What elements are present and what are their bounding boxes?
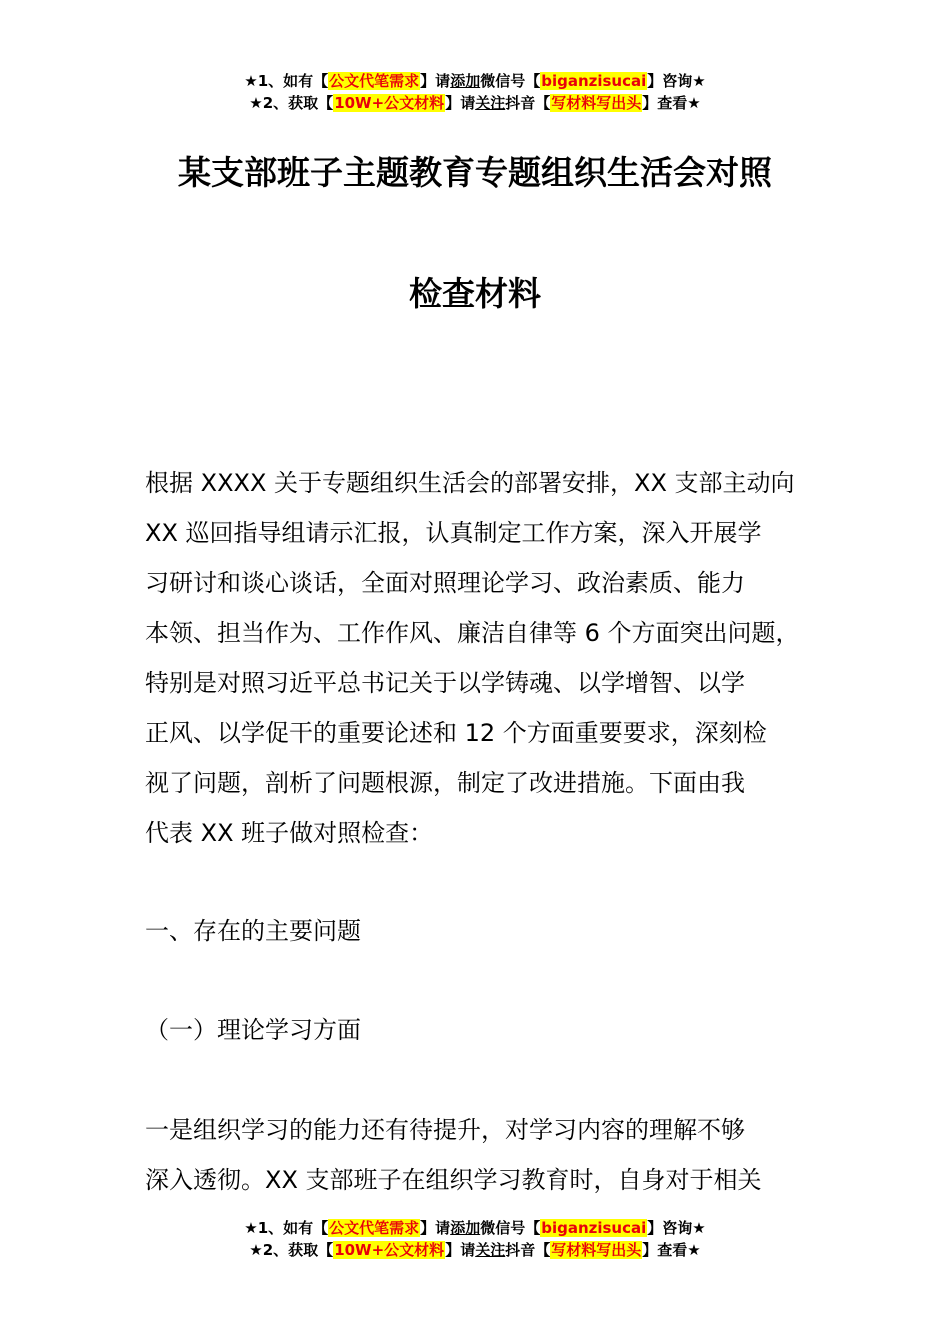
banner-line-2: ★2、获取【10W+公文材料】请关注抖音【写材料写出头】查看★ <box>249 1241 701 1259</box>
highlight-douyin: 写材料写出头 <box>551 1241 642 1259</box>
footer-banner <box>0 1217 950 1261</box>
banner-line-1: ★1、如有【公文代笔需求】请添加微信号【biganzisucai】咨询★ <box>244 72 706 90</box>
paragraph-line: 本领、担当作为、工作作风、廉洁自律等 6 个方面突出问题， <box>145 619 800 647</box>
paragraph-line: 视了问题，剖析了问题根源，制定了改进措施。下面由我 <box>145 769 745 797</box>
section-heading: 一、存在的主要问题 <box>145 917 361 945</box>
highlight-materials: 10W+公文材料 <box>334 1241 445 1259</box>
banner-line-2: ★2、获取【10W+公文材料】请关注抖音【写材料写出头】查看★ <box>249 94 701 112</box>
paragraph-line: 一是组织学习的能力还有待提升，对学习内容的理解不够 <box>145 1116 745 1144</box>
paragraph-line: 习研讨和谈心谈话，全面对照理论学习、政治素质、能力 <box>145 569 745 597</box>
paragraph-line: XX 巡回指导组请示汇报，认真制定工作方案，深入开展学 <box>145 519 762 547</box>
paragraph-line: 正风、以学促干的重要论述和 12 个方面重要要求，深刻检 <box>145 719 767 747</box>
highlight-douyin: 写材料写出头 <box>551 94 642 112</box>
paragraph-line: 深入透彻。XX 支部班子在组织学习教育时，自身对于相关 <box>145 1166 762 1194</box>
header-banner <box>0 70 950 114</box>
subsection-heading: （一）理论学习方面 <box>145 1016 361 1044</box>
paragraph-line: 代表 XX 班子做对照检查： <box>145 819 434 847</box>
body-paragraph <box>145 1105 835 1205</box>
document-title-line-1: 某支部班子主题教育专题组织生活会对照 <box>178 153 772 192</box>
banner-line-1: ★1、如有【公文代笔需求】请添加微信号【biganzisucai】咨询★ <box>244 1219 706 1237</box>
intro-paragraph <box>145 458 835 858</box>
paragraph-line: 特别是对照习近平总书记关于以学铸魂、以学增智、以学 <box>145 669 745 697</box>
highlight-ghostwriting: 公文代笔需求 <box>329 72 420 90</box>
highlight-wechat-id: biganzisucai <box>541 1219 647 1237</box>
paragraph-line: 根据 XXXX 关于专题组织生活会的部署安排，XX 支部主动向 <box>145 469 795 497</box>
highlight-ghostwriting: 公文代笔需求 <box>329 1219 420 1237</box>
highlight-wechat-id: biganzisucai <box>541 72 647 90</box>
document-title-line-2: 检查材料 <box>409 274 541 313</box>
highlight-materials: 10W+公文材料 <box>334 94 445 112</box>
